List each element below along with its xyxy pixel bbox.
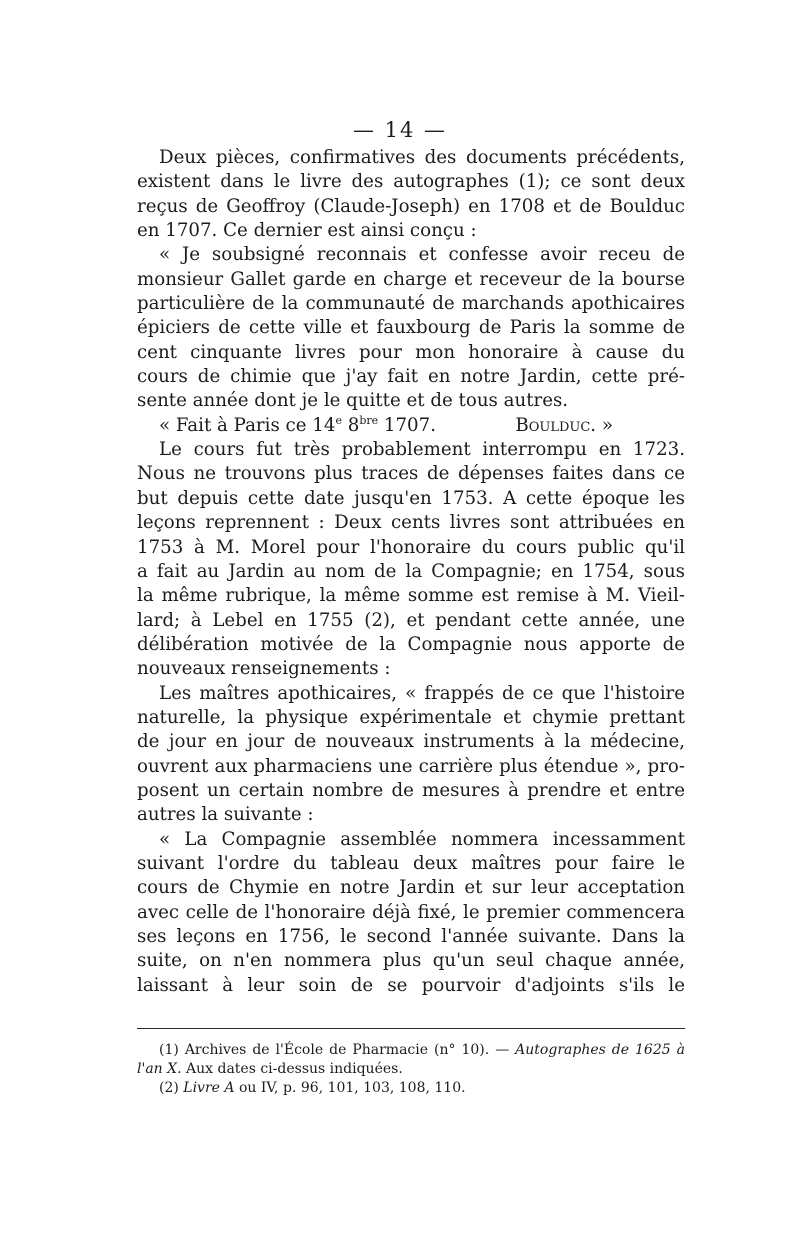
text-line: leçons reprennent : Deux cents livres sont attribuées en [137, 512, 685, 534]
text-line: délibération motivée de la Compagnie nous apporte de [137, 633, 685, 655]
text-line: 1753 à M. Morel pour l'honoraire du cours public qu'il [137, 536, 685, 558]
footnote-1-line-2: l'an X. Aux dates ci-dessus indiquées. [137, 1061, 403, 1077]
text-line: la même rubrique, la même somme est remise à M. Vieil- [137, 585, 685, 607]
text-line: ouvrent aux pharmaciens une carrière plus étendue », pro- [137, 755, 685, 777]
text-line: Deux pièces, confirmatives des documents précédents, [159, 147, 685, 168]
signature-line [137, 414, 685, 438]
text-line: but depuis cette date jusqu'en 1753. A cette époque les [137, 487, 685, 509]
footnote-divider [137, 1028, 685, 1029]
text-line: Le cours fut très probablement interrompu en 1723. [159, 439, 685, 461]
text-line: épiciers de cette ville et fauxbourg de Paris la somme de [137, 317, 685, 339]
footnote-2: (2) Livre A ou IV, p. 96, 101, 103, 108, 110. [159, 1080, 466, 1096]
text-line: « Je soubsigné reconnais et confesse avoir receu de [159, 244, 685, 266]
text-line: Nous ne trouvons plus traces de dépenses faites dans ce [137, 463, 685, 485]
text-line: particulière de la communauté de marchands apothicaires [137, 293, 685, 315]
text-line: suivant l'ordre du tableau deux maîtres pour faire le [137, 852, 685, 874]
signature-name: Boulduc. » [515, 414, 613, 436]
text-line: reçus de Geoffroy (Claude-Joseph) en 1708 et de Boulduc [137, 195, 685, 217]
text-line: « La Compagnie assemblée nommera incessamment [159, 828, 685, 850]
text-line: posent un certain nombre de mesures à prendre et entre [137, 779, 685, 801]
text-line: cours de chimie que j'ay fait en notre Jardin, cette pré- [137, 366, 685, 388]
text-line: cours de Chymie en notre Jardin et sur leur acceptation [137, 877, 685, 899]
text-line: lard; à Lebel en 1755 (2), et pendant cette année, une [137, 609, 685, 631]
text-line: ses leçons en 1756, le second l'année suivante. Dans la [137, 926, 685, 947]
text-line: laissant à leur soin de se pourvoir d'adjoints s'ils le [137, 974, 685, 996]
text-line: nouveaux renseignements : [137, 658, 391, 680]
text-line: naturelle, la physique expérimentale et chymie prettant [137, 706, 685, 728]
text-line: Les maîtres apothicaires, « frappés de ce que l'histoire [159, 682, 685, 704]
text-line: a fait au Jardin au nom de la Compagnie; en 1754, sous [137, 560, 685, 582]
text-line: de jour en jour de nouveaux instruments à la médecine, [137, 731, 685, 753]
text-line: en 1707. Ce dernier est ainsi conçu : [137, 220, 477, 242]
text-line: avec celle de l'honoraire déjà fixé, le premier commencera [137, 901, 685, 923]
text-line: cent cinquante livres pour mon honoraire à cause du [137, 341, 685, 363]
body-text [137, 146, 685, 998]
signature-date: « Fait à Paris ce 14e $8^{bre}$ 1707. [159, 413, 436, 436]
text-line: sente année dont je le quitte et de tous autres. [137, 390, 569, 412]
text-line: monsieur Gallet garde en charge et receveur de la bourse [137, 268, 685, 290]
text-line: autres la suivante : [137, 804, 314, 826]
text-line: existent dans le livre des autographes (1); ce sont deux [137, 171, 685, 193]
page-number: — 14 — [352, 118, 448, 142]
footnotes [137, 1041, 685, 1098]
text-line: suite, on n'en nommera plus qu'un seul chaque année, [137, 950, 685, 972]
footnote-1-line-1: (1) Archives de l'École de Pharmacie (n° 10). — Autographes de 1625 à [159, 1042, 685, 1058]
